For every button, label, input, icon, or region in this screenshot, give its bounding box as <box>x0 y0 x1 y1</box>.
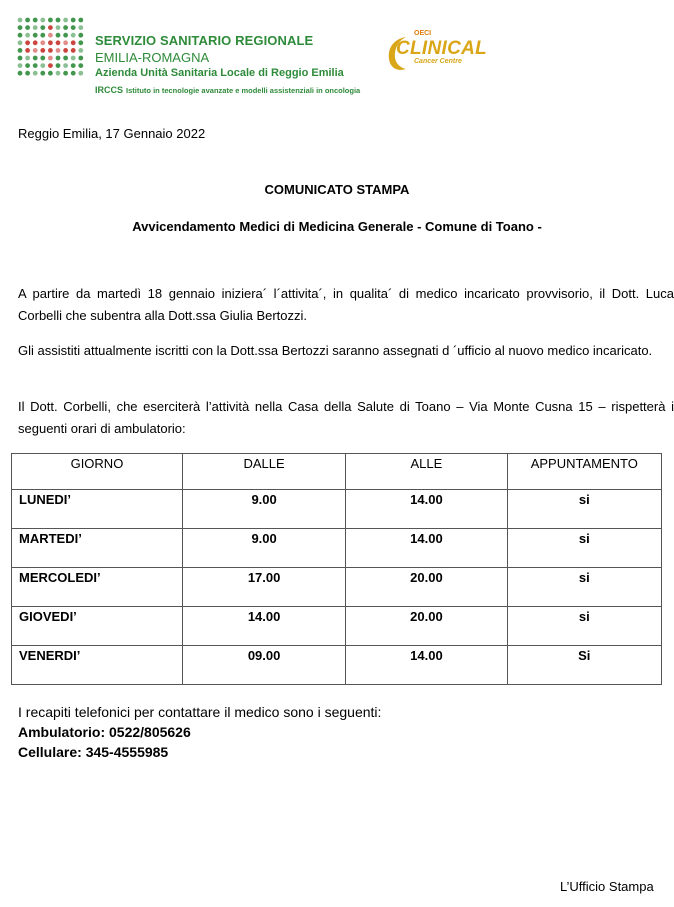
logo-dot <box>25 63 30 68</box>
cell-from: 9.00 <box>182 529 345 568</box>
cell-to: 14.00 <box>346 529 507 568</box>
logo-dot <box>78 63 83 68</box>
logo-dot <box>33 33 38 38</box>
logo-dot <box>78 18 83 23</box>
logo-dot <box>25 71 30 76</box>
paragraph-2: Gli assistiti attualmente iscritti con la Dott.ssa Bertozzi saranno assegnati d ´ufficio al nuovo medico incaricato. <box>18 343 653 358</box>
logo-dot <box>48 63 53 68</box>
logo-dot <box>48 33 53 38</box>
logo-dot <box>48 71 53 76</box>
header-alle: ALLE <box>346 454 507 490</box>
logo-dot <box>25 56 30 61</box>
table-row <box>12 646 662 685</box>
signature: L’Ufficio Stampa <box>560 879 654 894</box>
cellulare-phone: Cellulare: 345-4555985 <box>18 744 169 760</box>
logo-dot <box>78 25 83 30</box>
date-line: Reggio Emilia, 17 Gennaio 2022 <box>18 126 206 141</box>
logo-dot <box>48 25 53 30</box>
cell-to: 20.00 <box>346 607 507 646</box>
logo-dot <box>63 48 68 53</box>
cell-from: 9.00 <box>182 490 345 529</box>
logo-dot <box>56 56 61 61</box>
logo-dot <box>71 25 76 30</box>
logo-dot <box>63 33 68 38</box>
logo-dot <box>78 33 83 38</box>
logo-dot <box>40 56 45 61</box>
cell-appointment: si <box>507 568 661 607</box>
logo-dot <box>71 71 76 76</box>
cell-from: 14.00 <box>182 607 345 646</box>
logo-dot <box>78 71 83 76</box>
logo-dot <box>78 48 83 53</box>
logo-dot <box>63 40 68 45</box>
page-title: COMUNICATO STAMPA <box>264 182 410 197</box>
cell-day: LUNEDI’ <box>12 490 183 529</box>
logo-dot <box>18 40 23 45</box>
logo-dot <box>18 63 23 68</box>
logo-dot <box>71 33 76 38</box>
paragraph-1: A partire da martedì 18 gennaio iniziera´ l´attivita´, in qualita´ di medico incaricato provvisorio, il Dott. Luca Corbelli che subentra alla Dott.ssa Giulia Bertozzi. <box>18 286 674 323</box>
logo-dot <box>18 25 23 30</box>
cell-appointment: si <box>507 607 661 646</box>
oeci-small-label: OECI <box>414 30 432 37</box>
ssr-logo-dots-icon <box>16 16 86 78</box>
irccs-line <box>95 85 360 95</box>
logo-dot <box>33 48 38 53</box>
cell-to: 20.00 <box>346 568 507 607</box>
cell-to: 14.00 <box>346 490 507 529</box>
logo-dot <box>25 33 30 38</box>
cell-day: VENERDI’ <box>12 646 183 685</box>
logo-dot <box>71 48 76 53</box>
logo-dot <box>71 40 76 45</box>
logo-dot <box>40 48 45 53</box>
cell-appointment: si <box>507 490 661 529</box>
irccs-text: Istituto in tecnologie avanzate e modelli assistenziali in oncologia <box>126 86 361 95</box>
logo-dot <box>56 18 61 23</box>
table-row <box>12 607 662 646</box>
logo-dot <box>33 40 38 45</box>
logo-dot <box>48 40 53 45</box>
paragraph-3: Il Dott. Corbelli, che eserciterà l’attività nella Casa della Salute di Toano – Via Monte Cusna 15 – rispetterà i seguenti orari di ambulatorio: <box>18 399 674 436</box>
irccs-label: IRCCS <box>95 85 124 95</box>
cell-appointment: Si <box>507 646 661 685</box>
logo-dot <box>18 33 23 38</box>
logo-dot <box>33 71 38 76</box>
cell-day: MERCOLEDI’ <box>12 568 183 607</box>
logo-dot <box>18 18 23 23</box>
logo-dot <box>25 25 30 30</box>
cell-from: 09.00 <box>182 646 345 685</box>
logo-dot <box>25 40 30 45</box>
logo-dot <box>18 71 23 76</box>
logo-dot <box>40 33 45 38</box>
table-row <box>12 490 662 529</box>
logo-dot <box>56 63 61 68</box>
logo-dot <box>40 63 45 68</box>
logo-dot <box>78 40 83 45</box>
logo-dot <box>63 63 68 68</box>
logo-dot <box>40 18 45 23</box>
logo-dot <box>25 48 30 53</box>
logo-dot <box>33 63 38 68</box>
cell-day: GIOVEDI’ <box>12 607 183 646</box>
cell-to: 14.00 <box>346 646 507 685</box>
header-dalle: DALLE <box>182 454 345 490</box>
logo-dot <box>56 33 61 38</box>
logo-dot <box>56 71 61 76</box>
logo-dot <box>48 48 53 53</box>
logo-dot <box>71 56 76 61</box>
logo-dot <box>71 63 76 68</box>
logo-dot <box>71 18 76 23</box>
logo-dot <box>63 56 68 61</box>
logo-dot <box>18 48 23 53</box>
logo-dot <box>40 40 45 45</box>
logo-dot <box>40 25 45 30</box>
table-row <box>12 568 662 607</box>
oeci-sub-label: Cancer Centre <box>414 58 462 65</box>
ssr-line1: SERVIZIO SANITARIO REGIONALE <box>95 33 314 48</box>
schedule-table <box>11 453 662 685</box>
contacts-intro: I recapiti telefonici per contattare il medico sono i seguenti: <box>18 704 382 720</box>
logo-dot <box>18 56 23 61</box>
page-subtitle: Avvicendamento Medici di Medicina Generale - Comune di Toano - <box>132 219 542 234</box>
table-header-row <box>12 454 662 490</box>
logo-dot <box>25 18 30 23</box>
ambulatorio-phone: Ambulatorio: 0522/805626 <box>18 724 191 740</box>
table-row <box>12 529 662 568</box>
header-appuntamento: APPUNTAMENTO <box>507 454 661 490</box>
logo-dot <box>48 56 53 61</box>
oeci-main-label: CLINICAL <box>396 38 488 59</box>
logo-dot <box>56 48 61 53</box>
contacts-block <box>18 702 381 762</box>
logo-dot <box>33 56 38 61</box>
cell-from: 17.00 <box>182 568 345 607</box>
logo-dot <box>63 71 68 76</box>
logo-dot <box>40 71 45 76</box>
ssr-line3: Azienda Unità Sanitaria Locale di Reggio Emilia <box>95 67 344 79</box>
logo-dot <box>33 18 38 23</box>
logo-dot <box>78 56 83 61</box>
logo-dot <box>63 25 68 30</box>
cell-appointment: si <box>507 529 661 568</box>
ssr-line2: EMILIA-ROMAGNA <box>95 50 210 65</box>
cell-day: MARTEDI’ <box>12 529 183 568</box>
logo-dot <box>48 18 53 23</box>
header-giorno: GIORNO <box>12 454 183 490</box>
logo-dot <box>56 25 61 30</box>
logo-dot <box>33 25 38 30</box>
logo-dot <box>63 18 68 23</box>
logo-dot <box>56 40 61 45</box>
